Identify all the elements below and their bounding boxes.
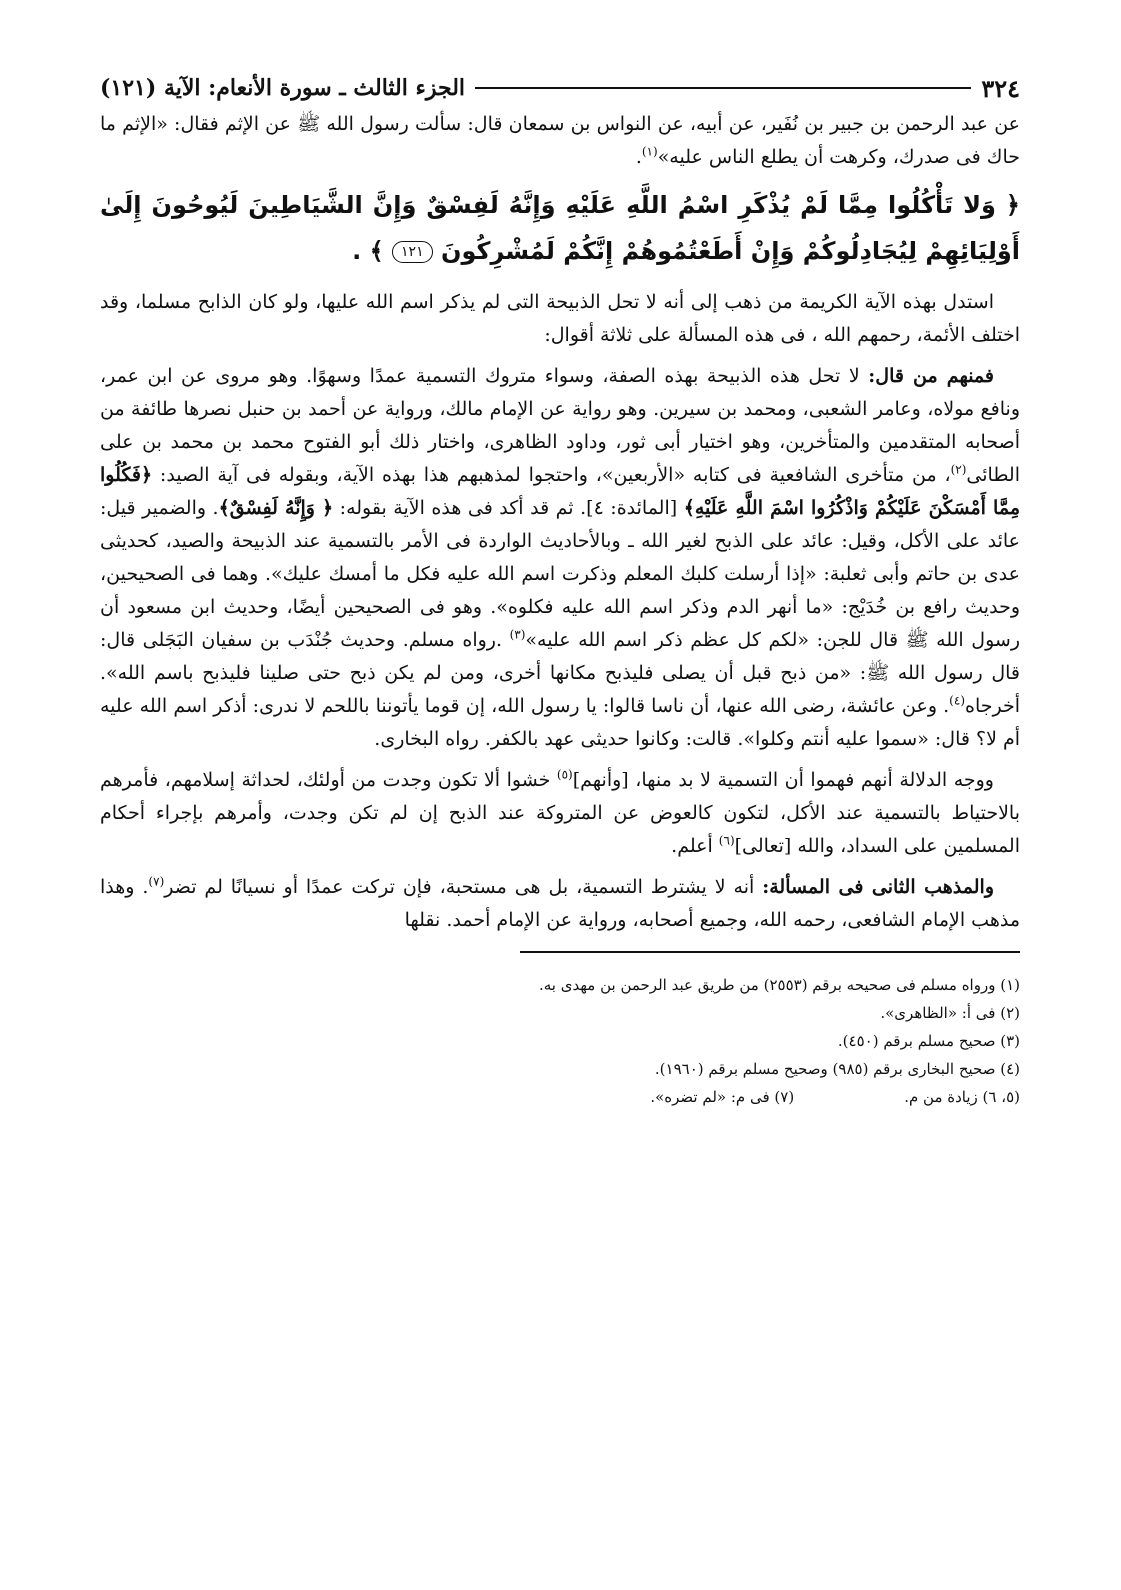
footnote-ref-4: (٤) bbox=[949, 693, 965, 708]
quran-quote: ﴿ وَإِنَّهُ لَفِسْقٌ﴾ bbox=[218, 497, 334, 519]
footnote-ref-2: (٢) bbox=[950, 462, 967, 477]
paragraph-text: [المائدة: ٤]. ثم قد أكد فى هذه الآية بقوله: bbox=[333, 497, 684, 519]
footnote-ref-6: (٦) bbox=[718, 833, 735, 848]
footnote-7: (٧) فى م: «لم تضره». bbox=[650, 1087, 795, 1106]
paragraph-text: .رواه مسلم. وحديث جُنْدَب بن سفيان البَجَلى قال: قال رسول الله ﷺ: «من ذبح قبل أن يصلى فليذبح مكانها أخرى، ومن لم يكن ذبح حتى صلينا فليذبح باسم الله». أخرجاه bbox=[100, 629, 1020, 717]
paragraph-end: . bbox=[635, 146, 642, 168]
paragraph-text: خشوا ألا تكون وجدت من أولئك، لحداثة إسلامهم، فأمرهم بالاحتياط بالتسمية عند الأكل، لتكون كالعوض عن المتروكة عند الذبح إن لم تكن وجدت، وأمرهم بإجراء أحكام المسلمين على السداد، والله [تعالى] bbox=[100, 769, 1020, 857]
paragraph-lead: فمنهم من قال: bbox=[868, 365, 994, 387]
paragraph-first-opinion bbox=[100, 360, 1020, 756]
paragraph-text: أنه لا يشترط التسمية، بل هى مستحبة، فإن تركت عمدًا أو نسيانًا لم تضر bbox=[164, 876, 763, 898]
quran-quote: ﴿فَكُلُوا مِمَّا أَمْسَكْنَ عَلَيْكُمْ وَاذْكُرُوا اسْمَ اللَّهِ عَلَيْهِ﴾ bbox=[100, 464, 1020, 519]
paragraph-second-opinion bbox=[100, 871, 1020, 937]
paragraph-evidence bbox=[100, 764, 1020, 863]
paragraph-text: . والضمير قيل: عائد على الأكل، وقيل: عائد على الذبح لغير الله ـ وبالأحاديث الواردة فى الأمر بالتسمية عند الذبيحة والصيد، كحديثى عدى بن حاتم وأبى ثعلبة: «إذا أرسلت كلبك المعلم وذكرت اسم الله عليه فكل ما أمسك عليك». وهما فى الصحيحين، وحديث رافع بن خُدَيْج: «ما أنهر الدم وذكر اسم الله عليه فكلوه». وهو فى الصحيحين أيضًا، وحديث ابن مسعود أن رسول الله ﷺ قال للجن: «لكم كل عظم ذكر اسم الله عليه» bbox=[100, 497, 1020, 651]
quran-verse bbox=[100, 182, 1020, 274]
footnote-1: (١) ورواه مسلم فى صحيحه برقم (٢٥٥٣) من طريق عبد الرحمن بن مهدى به. bbox=[539, 975, 1020, 994]
body-text bbox=[100, 108, 1020, 937]
verse-end: ﴾ . bbox=[352, 237, 384, 265]
footnotes bbox=[100, 971, 1020, 1111]
paragraph-text: لا تحل هذه الذبيحة بهذه الصفة، وسواء متروك التسمية عمدًا وسهوًا. وهو مروى عن ابن عمر، ونافع مولاه، وعامر الشعبى، ومحمد بن سيرين. وهو رواية عن الإمام مالك، ورواية عن أحمد بن حنبل نصرها طائفة من أصحابه المتقدمين والمتأخرين، وهو اختيار أبى ثور، وداود الظاهرى، واختار ذلك أبو الفتوح محمد بن محمد بن على الطائى bbox=[100, 365, 1020, 486]
footnote-2: (٢) فى أ: «الظاهرى». bbox=[880, 1003, 1020, 1022]
paragraph-text: ووجه الدلالة أنهم فهموا أن التسمية لا بد منها، [وأنهم] bbox=[572, 769, 994, 791]
verse-text: ﴿ وَلا تَأْكُلُوا مِمَّا لَمْ يُذْكَرِ اسْمُ اللَّهِ عَلَيْهِ وَإِنَّهُ لَفِسْقٌ وَإِنَّ الشَّيَاطِينَ لَيُوحُونَ إِلَىٰ أَوْلِيَائِهِمْ لِيُجَادِلُوكُمْ وَإِنْ أَطَعْتُمُوهُمْ إِنَّكُمْ لَمُشْرِكُونَ bbox=[100, 191, 1020, 265]
paragraph-text: . وهذا مذهب الإمام الشافعى، رحمه الله، وجميع أصحابه، ورواية عن الإمام أحمد. نقلها bbox=[100, 876, 1020, 931]
footnote-ref-1: (١) bbox=[641, 144, 658, 159]
header-title: الجزء الثالث ـ سورة الأنعام: الآية (١٢١) bbox=[100, 75, 466, 101]
verse-number: ١٢١ bbox=[392, 241, 433, 263]
paragraph-text: استدل بهذه الآية الكريمة من ذهب إلى أنه لا تحل الذبيحة التى لم يذكر اسم الله عليها، ولو كان الذابح مسلما، وقد اختلف الأئمة، رحمهم الله ، فى هذه المسألة على ثلاثة أقوال: bbox=[100, 291, 1020, 346]
running-head bbox=[100, 68, 1020, 108]
paragraph-text: ، من متأخرى الشافعية فى كتابه «الأربعين»، واحتجوا لمذهبهم هذا بهذه الآية، وبقوله فى آية الصيد: bbox=[152, 464, 951, 486]
paragraph-text: عن عبد الرحمن بن جبير بن نُفَير، عن أبيه، عن النواس بن سمعان قال: سألت رسول الله ﷺ عن الإثم فقال: «الإثم ما حاك فى صدرك، وكرهت أن يطلع الناس عليه» bbox=[100, 113, 1020, 168]
footnote-5-6: (٥، ٦) زيادة من م. bbox=[904, 1087, 1020, 1106]
header-rule bbox=[475, 87, 971, 89]
paragraph-intro bbox=[100, 286, 1020, 352]
footnote-divider bbox=[520, 951, 1020, 953]
paragraph-text: أعلم. bbox=[671, 835, 719, 857]
footnote-ref-7: (٧) bbox=[148, 874, 165, 889]
paragraph-lead: والمذهب الثانى فى المسألة: bbox=[762, 876, 995, 898]
footnote-3: (٣) صحيح مسلم برقم (٤٥٠). bbox=[837, 1031, 1020, 1050]
footnote-4: (٤) صحيح البخارى برقم (٩٨٥) وصحيح مسلم برقم (١٩٦٠). bbox=[654, 1059, 1020, 1078]
footnote-ref-3: (٣) bbox=[509, 627, 526, 642]
footnote-row bbox=[100, 1083, 1020, 1111]
paragraph-hadith bbox=[100, 108, 1020, 174]
page-number: ٣٢٤ bbox=[981, 73, 1020, 103]
footnote-ref-5: (٥) bbox=[556, 767, 573, 782]
paragraph-text: . وعن عائشة، رضى الله عنها، أن ناسا قالوا: يا رسول الله، إن قوما يأتوننا باللحم لا ندرى: أذكر اسم الله عليه أم لا؟ قال: «سموا عليه أنتم وكلوا». قالت: وكانوا حديثى عهد بالكفر. رواه البخارى. bbox=[100, 695, 1020, 750]
book-page bbox=[100, 68, 1020, 1111]
